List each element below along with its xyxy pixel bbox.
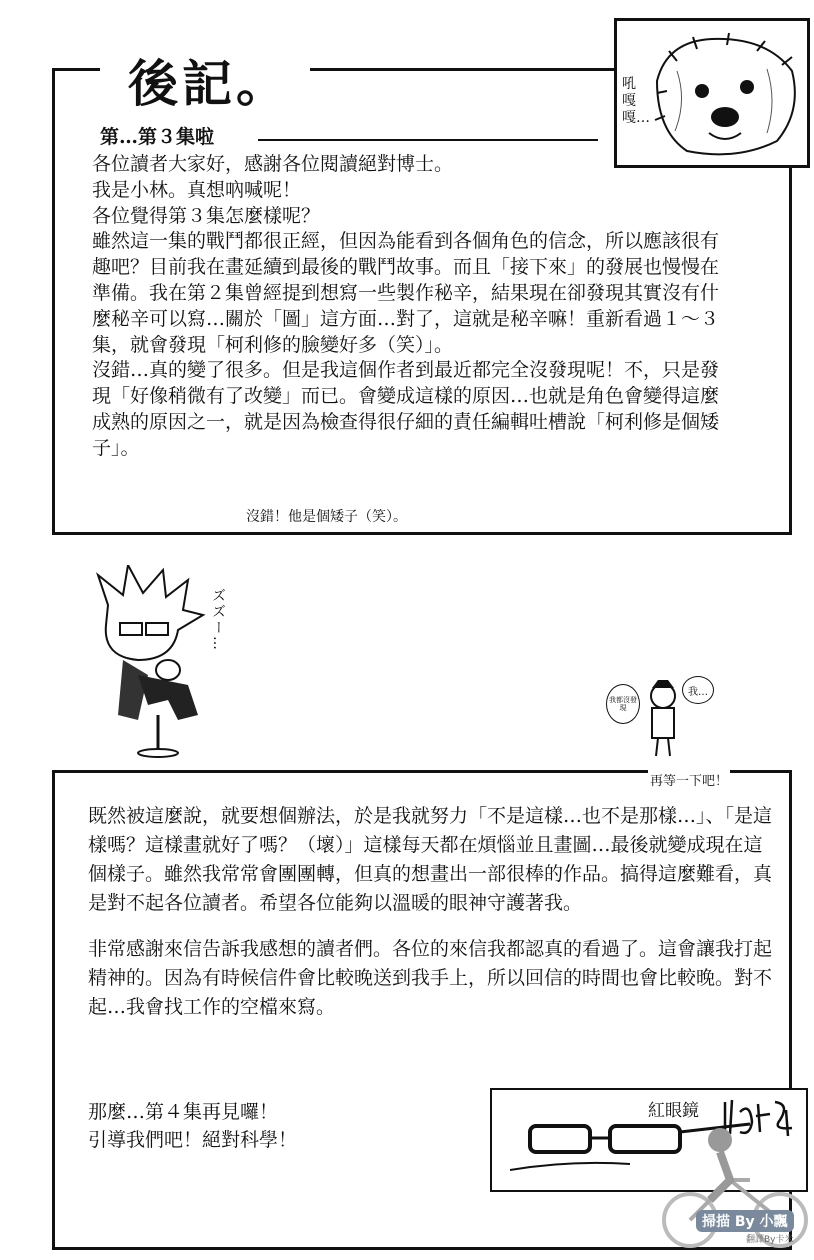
paragraph: 非常感謝來信告訴我感想的讀者們。各位的來信我都認真的看過了。這會讓我打起精神的。因為有時候信件會比較晚送到我手上，所以回信的時間也會比較晚。對不起…我會找工作的空檔來寫。 — [88, 938, 773, 1018]
subtitle-rule — [258, 139, 598, 141]
paragraph: 沒錯…真的變了很多。但是我這個作者到最近都完全沒發現呢！不，只是發現「好像稍微有了改變」而已。會變成這樣的原因…也就是角色會變得這麼成熟的原因之一，就是因為檢查得很仔細的責任編輯吐槽說「柯利修是個矮子」。 — [92, 359, 720, 459]
chibi-author-drawing — [78, 565, 228, 765]
paragraph: 各位讀者大家好，感謝各位閱讀絕對博士。 — [92, 153, 454, 175]
bottom-text-block — [88, 802, 778, 1039]
dog-panel — [614, 18, 810, 168]
speech-bubble-left: 我都沒發現 — [606, 684, 640, 724]
paragraph: 我是小林。真想吶喊呢！ — [92, 178, 302, 201]
closing-line: 引導我們吧！絕對科學！ — [88, 1129, 298, 1151]
paragraph: 各位覺得第３集怎麼樣呢？ — [92, 204, 321, 227]
small-figure-drawing — [638, 676, 688, 758]
sipping-sound-effect: ズズー… — [210, 588, 226, 652]
watermark-sublabel: 翻譯By卡米 — [746, 1235, 794, 1245]
dog-sound-effect: 吼嘎嘎… — [622, 76, 650, 126]
top-text-block — [92, 152, 732, 462]
dog-illustration — [617, 21, 807, 165]
page-title: 後記。 — [128, 54, 290, 113]
small-note: 沒錯！他是個矮子（笑）。 — [246, 509, 407, 525]
watermark-label: 掃描 By 小飄 — [696, 1210, 794, 1232]
speech-bubble-right: 我… — [682, 676, 714, 704]
wait-note: 再等一下吧！ — [648, 770, 730, 789]
closing-lines — [88, 1098, 297, 1154]
closing-line: 那麼…第４集再見囉！ — [88, 1101, 279, 1123]
glasses-label: 紅眼鏡 — [648, 1101, 699, 1121]
paragraph: 既然被這麼說，就要想個辦法，於是我就努力「不是這樣…也不是那樣…」、「是這樣嗎？這樣畫就好了嗎？（壞）」這樣每天都在煩惱並且畫圖…最後就變成現在這個樣子。雖然我常常會團團轉，但真的想畫出一部很棒的作品。搞得這麼難看，真是對不起各位讀者。希望各位能夠以溫暖的眼神守護著我。 — [88, 805, 773, 914]
subtitle: 第…第３集啦 — [100, 126, 215, 148]
paragraph: 雖然這一集的戰鬥都很正經，但因為能看到各個角色的信念，所以應該很有趣吧？目前我在畫延續到最後的戰鬥故事。而且「接下來」的發展也慢慢在準備。我在第２集曾經提到想寫一些製作秘辛，結果現在卻發現其實沒有什麼秘辛可以寫…關於「圖」這方面…對了，這就是秘辛嘛！重新看過１～３集，就會發現「柯利修的臉變好多（笑）」。 — [92, 230, 720, 356]
